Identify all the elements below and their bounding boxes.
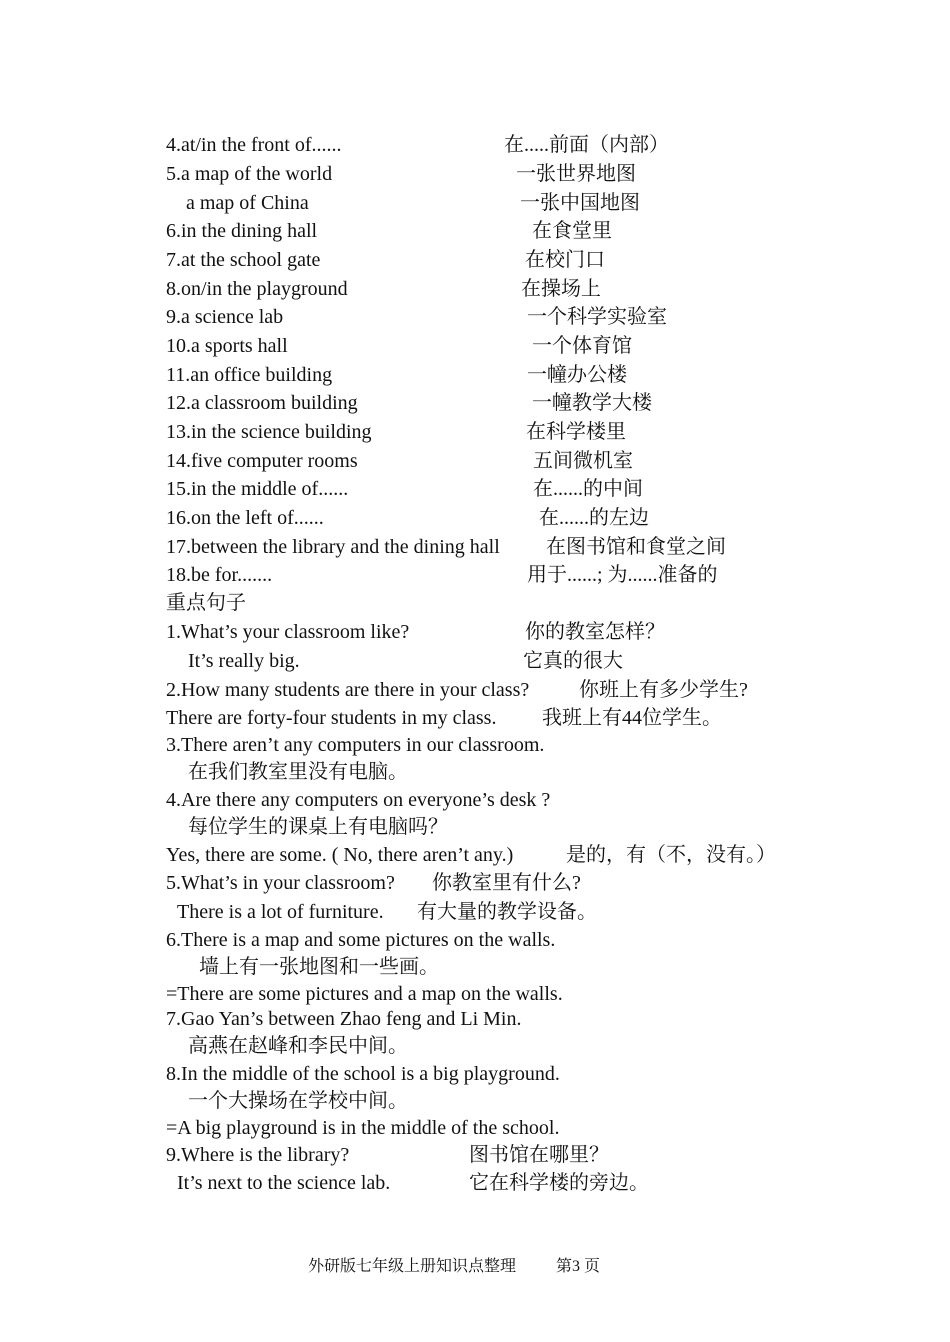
phrase-cn: 在......的左边 (539, 507, 649, 529)
phrase-en: a map of China (186, 192, 309, 214)
sentence-en: 9.Where is the library? (166, 1144, 350, 1166)
phrase-cn: 在科学楼里 (526, 421, 626, 443)
phrase-en: 8.on/in the playground (166, 278, 348, 300)
phrase-cn: 在校门口 (525, 249, 605, 271)
phrase-cn: 一幢办公楼 (527, 364, 627, 386)
sentence-en: 7.Gao Yan’s between Zhao feng and Li Min. (166, 1008, 522, 1030)
sentence-en: Yes, there are some. ( No, there aren’t any.) (166, 844, 514, 866)
phrase-cn: 在操场上 (521, 278, 601, 300)
sentence-cn: 一个大操场在学校中间。 (188, 1090, 408, 1112)
phrase-cn: 用于......; 为......准备的 (527, 564, 718, 586)
phrase-cn: 在图书馆和食堂之间 (546, 536, 726, 558)
sentence-cn: 图书馆在哪里？ (469, 1144, 609, 1166)
page-number: 第3 页 (556, 1258, 601, 1275)
sentence-cn: 每位学生的课桌上有电脑吗？ (188, 816, 448, 838)
sentence-cn: 我班上有44位学生。 (542, 707, 722, 729)
phrase-en: 7.at the school gate (166, 249, 321, 271)
sentence-en: 2.How many students are there in your class? (166, 679, 530, 701)
sentence-en: 8.In the middle of the school is a big playground. (166, 1063, 560, 1085)
phrase-en: 9.a science lab (166, 306, 284, 328)
phrase-cn: 在食堂里 (532, 220, 612, 242)
phrase-en: 15.in the middle of...... (166, 478, 349, 500)
sentence-en: 3.There aren’t any computers in our classroom. (166, 734, 545, 756)
phrase-cn: 一个科学实验室 (527, 306, 667, 328)
phrase-cn: 一张中国地图 (520, 192, 640, 214)
sentence-en: It’s really big. (188, 650, 300, 672)
sentence-en: There is a lot of furniture. (177, 901, 384, 923)
phrase-en: 4.at/in the front of...... (166, 134, 342, 156)
sentence-cn: 高燕在赵峰和李民中间。 (188, 1035, 408, 1057)
page-footer (308, 1256, 600, 1278)
sentence-cn: 有大量的教学设备。 (417, 901, 597, 923)
sentence-en: =A big playground is in the middle of the school. (166, 1117, 560, 1139)
phrase-en: 16.on the left of...... (166, 507, 324, 529)
sentence-cn: 墙上有一张地图和一些画。 (199, 956, 439, 978)
phrase-cn: 五间微机室 (533, 450, 633, 472)
phrase-cn: 一幢教学大楼 (532, 392, 652, 414)
phrase-en: 11.an office building (166, 364, 333, 386)
phrase-en: 18.be for....... (166, 564, 273, 586)
phrase-en: 5.a map of the world (166, 163, 333, 185)
phrase-en: 17.between the library and the dining hall (166, 536, 500, 558)
phrase-cn: 一张世界地图 (516, 163, 636, 185)
sentence-en: There are forty-four students in my class. (166, 707, 497, 729)
sentence-en: 4.Are there any computers on everyone’s desk ? (166, 789, 551, 811)
phrase-cn: 一个体育馆 (532, 335, 632, 357)
sentence-en: 6.There is a map and some pictures on the walls. (166, 929, 556, 951)
phrase-en: 14.five computer rooms (166, 450, 358, 472)
sentence-cn: 它在科学楼的旁边。 (469, 1172, 649, 1194)
sentence-cn: 是的，有（不，没有。） (566, 844, 776, 866)
sentence-en: It’s next to the science lab. (177, 1172, 391, 1194)
sentence-cn: 你班上有多少学生? (579, 679, 748, 701)
sentence-en: 1.What’s your classroom like? (166, 621, 410, 643)
sentence-en: =There are some pictures and a map on the walls. (166, 983, 563, 1005)
section-heading: 重点句子 (166, 592, 246, 614)
sentence-cn: 你教室里有什么? (432, 872, 581, 894)
phrase-en: 13.in the science building (166, 421, 372, 443)
sentence-cn: 在我们教室里没有电脑。 (188, 761, 408, 783)
footer-title: 外研版七年级上册知识点整理 (308, 1258, 517, 1275)
phrase-en: 12.a classroom building (166, 392, 358, 414)
phrase-cn: 在......的中间 (533, 478, 643, 500)
phrase-en: 10.a sports hall (166, 335, 288, 357)
phrase-en: 6.in the dining hall (166, 220, 318, 242)
sentence-cn: 它真的很大 (523, 650, 623, 672)
sentence-en: 5.What’s in your classroom? (166, 872, 395, 894)
phrase-cn: 在.....前面（内部） (504, 134, 669, 156)
sentence-cn: 你的教室怎样？ (525, 621, 665, 643)
